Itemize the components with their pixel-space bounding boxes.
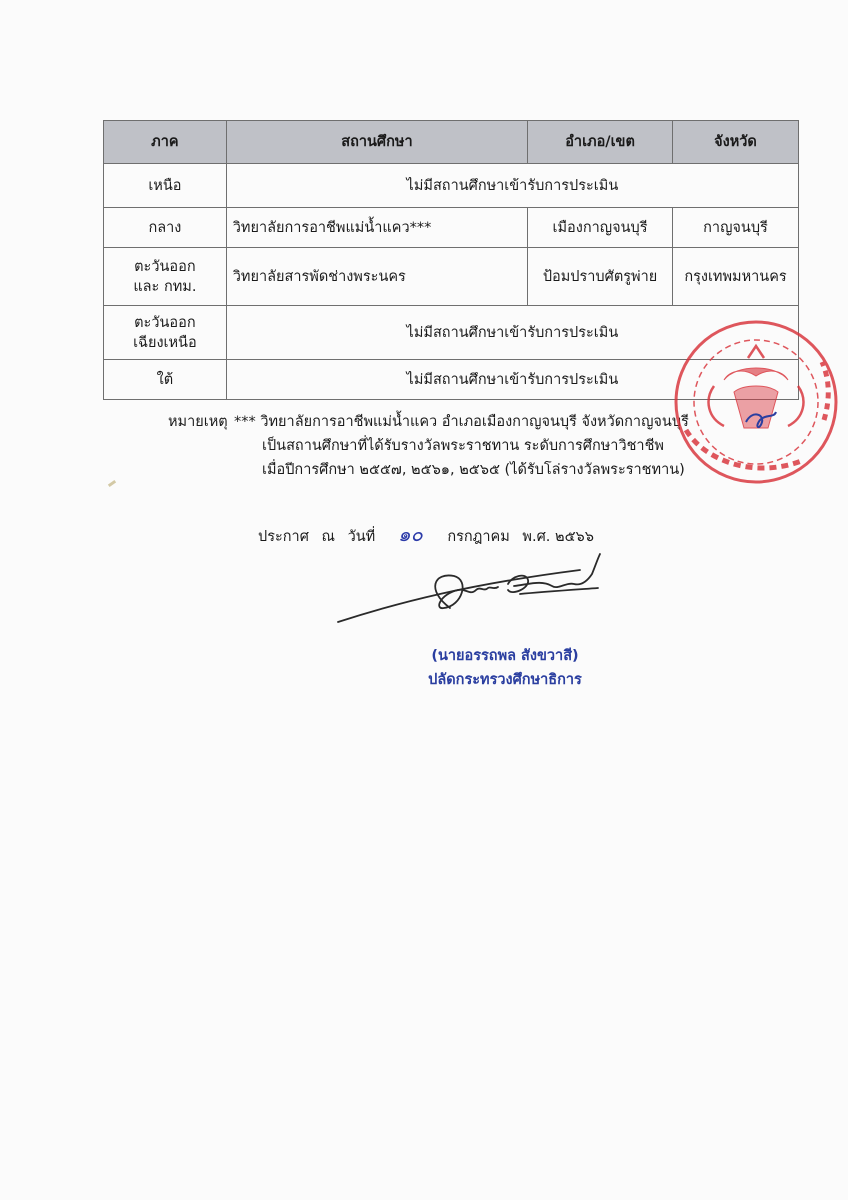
table-row xyxy=(104,164,799,208)
region-cell: กลาง xyxy=(104,208,227,248)
header-region: ภาค xyxy=(104,121,227,164)
no-school-cell: ไม่มีสถานศึกษาเข้ารับการประเมิน xyxy=(226,306,798,360)
remark-label: หมายเหตุ xyxy=(168,414,228,430)
table-header-row xyxy=(104,121,799,164)
signature-graphic xyxy=(330,550,620,630)
no-school-cell: ไม่มีสถานศึกษาเข้ารับการประเมิน xyxy=(226,164,798,208)
header-district: อำเภอ/เขต xyxy=(528,121,673,164)
remark-line: เป็นสถานศึกษาที่ได้รับรางวัลพระราชทาน ระดับการศึกษาวิชาชีพ xyxy=(262,438,664,454)
table-row xyxy=(104,248,799,306)
signer-title: ปลัดกระทรวงศึกษาธิการ xyxy=(428,672,582,688)
school-cell: วิทยาลัยสารพัดช่างพระนคร xyxy=(226,248,527,306)
region-cell: ใต้ xyxy=(104,360,227,400)
no-school-cell: ไม่มีสถานศึกษาเข้ารับการประเมิน xyxy=(226,360,798,400)
handwritten-day: ๑๐ xyxy=(397,522,423,546)
province-cell: กาญจนบุรี xyxy=(673,208,799,248)
table-row xyxy=(104,208,799,248)
remark-line: เมื่อปีการศึกษา ๒๕๕๗, ๒๕๖๑, ๒๕๖๕ (ได้รับโล่รางวัลพระราชทาน) xyxy=(262,462,685,478)
region-cell: ตะวันออก และ กทม. xyxy=(104,248,227,306)
district-cell: ป้อมปราบศัตรูพ่าย xyxy=(528,248,673,306)
region-cell: เหนือ xyxy=(104,164,227,208)
header-school: สถานศึกษา xyxy=(226,121,527,164)
remark-line: *** วิทยาลัยการอาชีพแม่น้ำแคว อำเภอเมืองกาญจนบุรี จังหวัดกาญจนบุรี xyxy=(234,414,689,430)
header-province: จังหวัด xyxy=(673,121,799,164)
announcement-date: ประกาศ ณ วันที่ ๑๐ กรกฎาคม พ.ศ. ๒๕๖๖ xyxy=(258,522,594,546)
official-seal-graphic xyxy=(664,310,844,490)
remark-body xyxy=(234,410,734,482)
signer-name: (นายอรรถพล สังขวาสี) xyxy=(431,648,579,664)
province-cell: กรุงเทพมหานคร xyxy=(673,248,799,306)
region-cell: ตะวันออก เฉียงเหนือ xyxy=(104,306,227,360)
school-cell: วิทยาลัยการอาชีพแม่น้ำแคว*** xyxy=(226,208,527,248)
paper-speck xyxy=(108,480,116,487)
district-cell: เมืองกาญจนบุรี xyxy=(528,208,673,248)
signer-block xyxy=(380,644,630,692)
